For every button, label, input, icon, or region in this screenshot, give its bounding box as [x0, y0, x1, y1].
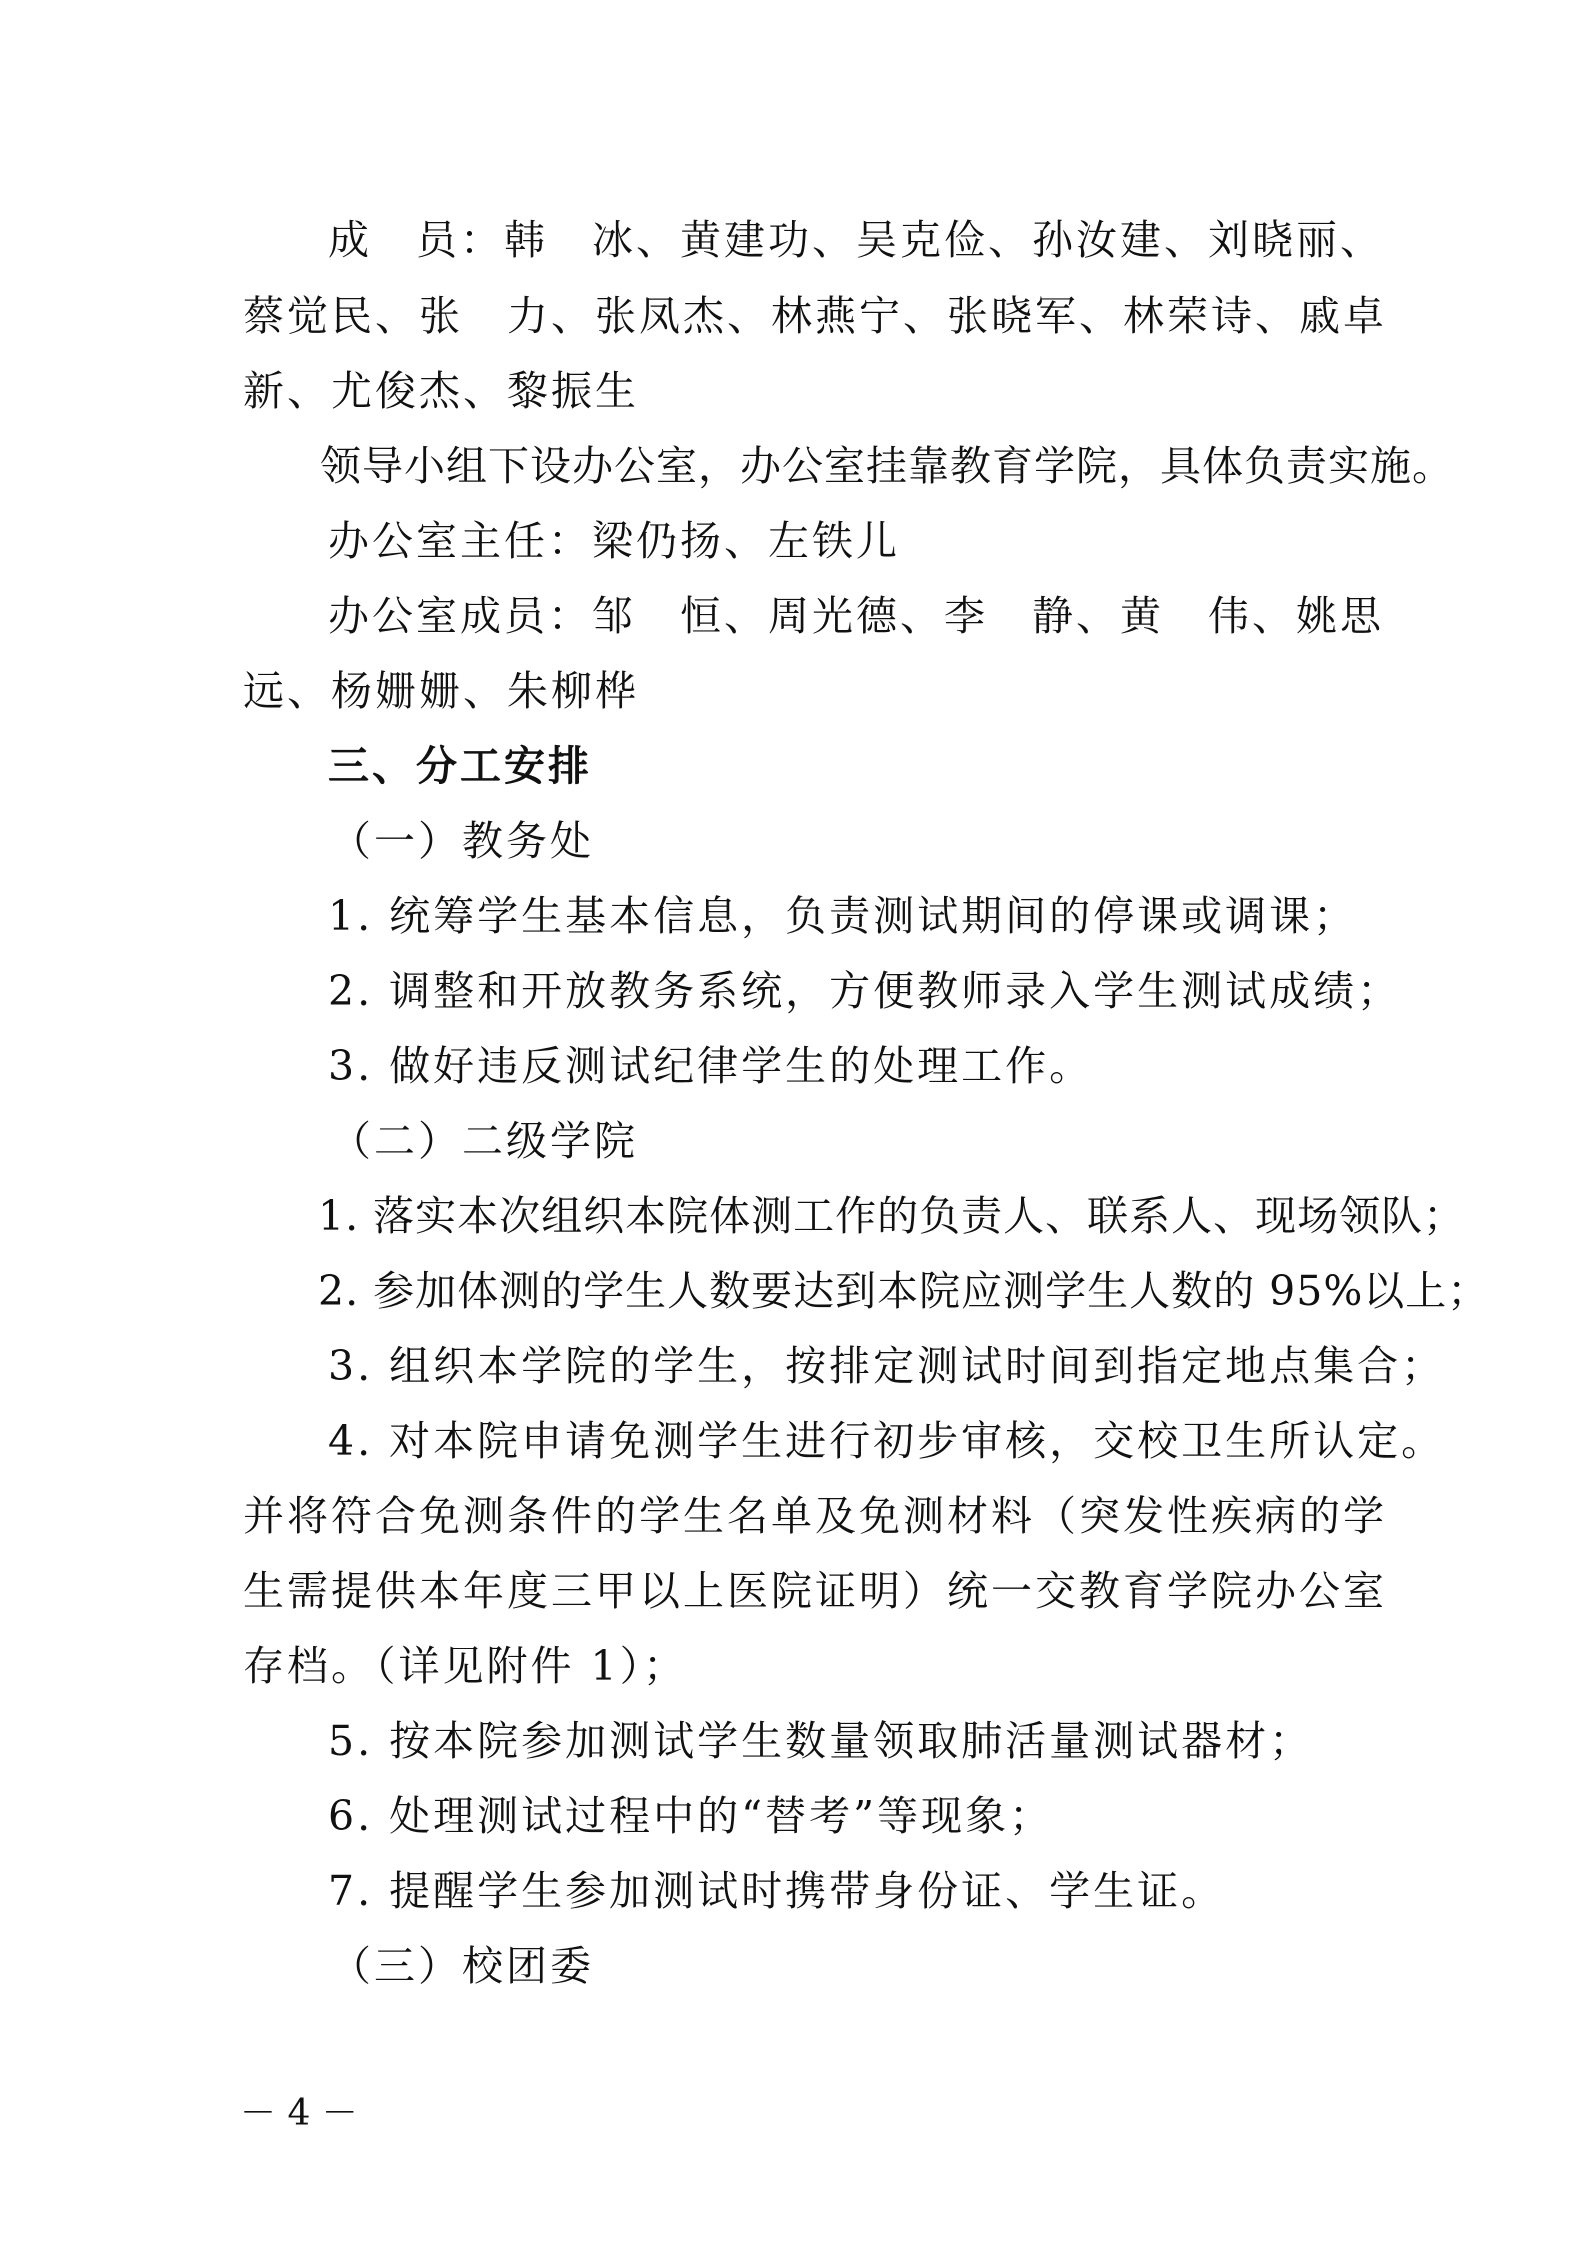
- list-item: 2. 参加体测的学生人数要达到本院应测学生人数的 95%以上；: [318, 1267, 1490, 1315]
- list-item: 5. 按本院参加测试学生数量领取肺活量测试器材；: [328, 1717, 1314, 1765]
- office-members-line-2: 远、杨姗姗、朱柳桦: [243, 667, 639, 715]
- page-number: － 4 －: [240, 2093, 358, 2134]
- members-line-3: 新、尤俊杰、黎振生: [243, 367, 639, 415]
- list-item: 7. 提醒学生参加测试时携带身份证、学生证。: [328, 1867, 1226, 1915]
- list-item: 3. 做好违反测试纪律学生的处理工作。: [328, 1042, 1094, 1090]
- list-item: 2. 调整和开放教务系统，方便教师录入学生测试成绩；: [328, 967, 1402, 1015]
- subsection-title: （一）教务处: [330, 817, 594, 865]
- subsection-title: （二）二级学院: [330, 1117, 638, 1165]
- office-director: 办公室主任：梁仍扬、左铁儿: [328, 517, 900, 565]
- section-title: 三、分工安排: [328, 742, 592, 790]
- members-line-2: 蔡觉民、张 力、张凤杰、林燕宁、张晓军、林荣诗、戚卓: [243, 292, 1387, 340]
- list-item: 1. 统筹学生基本信息，负责测试期间的停课或调课；: [328, 892, 1358, 940]
- office-members-line-1: 办公室成员：邹 恒、周光德、李 静、黄 伟、姚思: [328, 592, 1384, 640]
- subsection-title: （三）校团委: [330, 1942, 594, 1990]
- members-line-1: 成 员：韩 冰、黄建功、吴克俭、孙汝建、刘晓丽、: [328, 216, 1384, 264]
- list-item: 1. 落实本次组织本院体测工作的负责人、联系人、现场领队；: [318, 1192, 1466, 1240]
- list-item: 3. 组织本学院的学生，按排定测试时间到指定地点集合；: [328, 1342, 1446, 1390]
- list-item: 生需提供本年度三甲以上医院证明）统一交教育学院办公室: [243, 1567, 1387, 1615]
- list-item: 6. 处理测试过程中的“替考”等现象；: [328, 1792, 1054, 1840]
- list-item: 并将符合免测条件的学生名单及免测材料（突发性疾病的学: [243, 1492, 1387, 1540]
- office-intro: 领导小组下设办公室，办公室挂靠教育学院，具体负责实施。: [320, 442, 1454, 490]
- list-item: 存档。（详见附件 1）；: [243, 1642, 688, 1690]
- list-item: 4. 对本院申请免测学生进行初步审核，交校卫生所认定。: [328, 1417, 1446, 1465]
